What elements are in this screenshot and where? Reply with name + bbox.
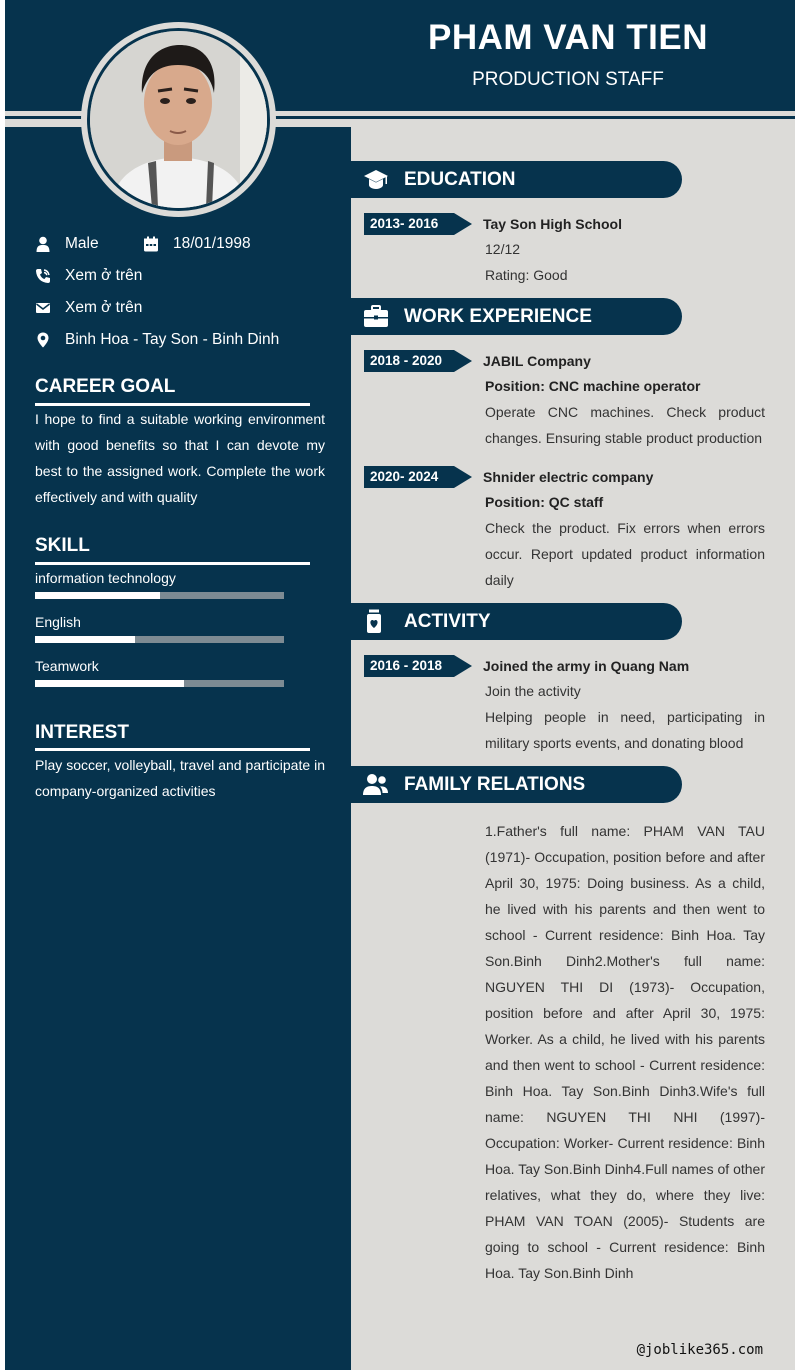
education-label: EDUCATION: [404, 169, 516, 190]
calendar-icon: [143, 236, 159, 252]
position-title: Position: QC staff: [485, 494, 604, 510]
address-row: [35, 331, 279, 349]
badge-icon: [363, 609, 389, 634]
user-icon: [35, 236, 51, 252]
activity-label: ACTIVITY: [404, 611, 491, 632]
activity-title: Joined the army in Quang Nam: [483, 658, 690, 674]
education-heading: [351, 161, 682, 198]
watermark: @joblike365.com: [636, 1342, 763, 1358]
phone-row: [35, 267, 142, 285]
family-heading: [351, 766, 682, 803]
graduation-cap-icon: [363, 167, 389, 192]
company-name: Shnider electric company: [483, 469, 654, 485]
period-tag: 2016 - 2018: [364, 655, 454, 677]
briefcase-icon: [363, 304, 389, 329]
skill-bar: [35, 680, 284, 687]
envelope-icon: [35, 300, 51, 316]
skill-name: Teamwork: [35, 658, 99, 674]
skill-name: information technology: [35, 570, 176, 586]
period-tag: 2020- 2024: [364, 466, 454, 488]
job-title: PRODUCTION STAFF: [472, 69, 664, 90]
profile-photo: [90, 31, 267, 208]
activity-subtitle: Join the activity: [485, 683, 581, 699]
skill-bar-fill: [35, 680, 184, 687]
period-tag: 2018 - 2020: [364, 350, 454, 372]
education-grade: 12/12: [485, 241, 521, 257]
users-icon: [363, 772, 389, 797]
address-value: Binh Hoa - Tay Son - Binh Dinh: [65, 331, 280, 348]
family-label: FAMILY RELATIONS: [404, 774, 586, 795]
skill-heading: SKILL: [35, 535, 90, 556]
skill-bar-fill: [35, 592, 160, 599]
education-rating: Rating: Good: [485, 267, 568, 283]
map-pin-icon: [35, 332, 51, 348]
phone-value: Xem ở trên: [65, 267, 143, 284]
career-goal-text: I hope to find a suitable working environment with good benefits so that I can devote my best to the assigned work. Complete the work effectively and with quality: [35, 411, 325, 505]
birthdate-value: 18/01/1998: [173, 235, 251, 252]
company-name: JABIL Company: [483, 353, 591, 369]
activity-description: Helping people in need, participating in military sports events, and donating blood: [485, 709, 765, 751]
work-label: WORK EXPERIENCE: [404, 306, 592, 327]
interest-underline: [35, 748, 310, 751]
skill-name: English: [35, 614, 81, 630]
interest-text: Play soccer, volleyball, travel and participate in company-organized activities: [35, 757, 325, 799]
skill-bar: [35, 636, 284, 643]
skill-bar-fill: [35, 636, 135, 643]
work-description: Operate CNC machines. Check product changes. Ensuring stable product production: [485, 404, 765, 446]
gender-value: Male: [65, 235, 99, 252]
interest-heading: INTEREST: [35, 722, 129, 743]
family-text: 1.Father's full name: PHAM VAN TAU (1971)- Occupation, position before and after April 30, 1975: Doing business. As a child, he lived with his parents and then went to school - Current residence: Binh Hoa. Tay Son.Binh Dinh2.Mother's full name: NGUYEN THI DI (1973)- Occupation, position before and after April 30, 1975: Worker. As a child, he lived with his parents and then went to school - Current residence: Binh Hoa. Tay Son.Binh Dinh3.Wife's full name: NGUYEN THI NHI (1997)- Occupation: Worker- Current residence: Binh Hoa. Tay Son.Binh Dinh4.Full names of other relatives, what they do, where they live: PHAM VAN TOAN (2005)- Students are going to school - Current residence: Binh Hoa. Tay Son.Binh Dinh: [485, 823, 765, 1281]
resume-page: [5, 0, 795, 1370]
gender-row: [35, 235, 99, 253]
school-name: Tay Son High School: [483, 216, 622, 232]
career-goal-heading: CAREER GOAL: [35, 376, 176, 397]
work-description: Check the product. Fix errors when errors occur. Report updated product information daily: [485, 520, 765, 588]
email-value: Xem ở trên: [65, 299, 143, 316]
phone-icon: [35, 268, 51, 284]
position-title: Position: CNC machine operator: [485, 378, 701, 394]
skill-underline: [35, 562, 310, 565]
birthdate-row: [143, 235, 251, 253]
avatar: [81, 22, 276, 217]
email-row: [35, 299, 142, 317]
activity-heading: [351, 603, 682, 640]
skill-bar: [35, 592, 284, 599]
period-tag: 2013- 2016: [364, 213, 454, 235]
person-name: PHAM VAN TIEN: [427, 18, 709, 57]
work-heading: [351, 298, 682, 335]
